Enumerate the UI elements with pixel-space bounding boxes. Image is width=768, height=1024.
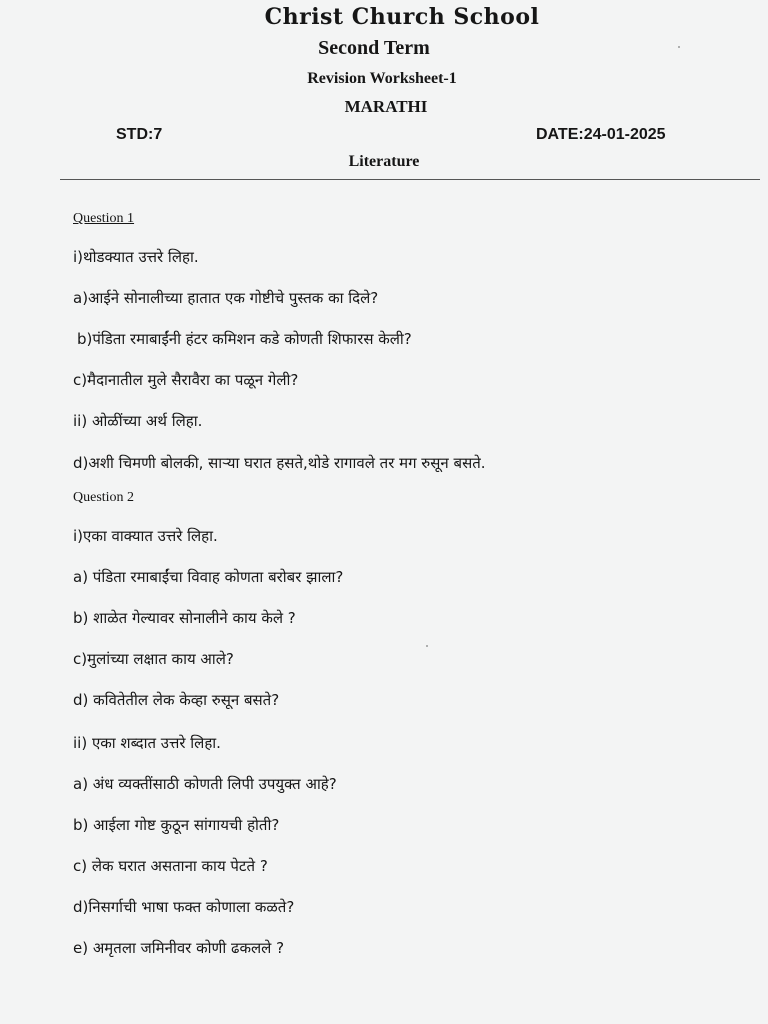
date-label: DATE:24-01-2025 — [536, 126, 666, 143]
standard-label: STD:7 — [116, 126, 163, 143]
question-1-heading: Question 1 — [73, 211, 135, 226]
header-divider — [60, 179, 760, 180]
question-2-line: i)एका वाक्यात उत्तरे लिहा. — [73, 527, 218, 545]
question-2-line: c) लेक घरात असताना काय पेटते ? — [73, 857, 268, 875]
term-title: Second Term — [318, 37, 430, 59]
question-1-line: i)थोडक्यात उत्तरे लिहा. — [73, 248, 199, 266]
subject-title: MARATHI — [344, 97, 428, 116]
question-2-line: e) अमृतला जमिनीवर कोणी ढकलले ? — [73, 939, 285, 957]
question-2-line: a) पंडिता रमाबाईंचा विवाह कोणता बरोबर झाला? — [73, 568, 344, 586]
question-1-line: a)आईने सोनालीच्या हातात एक गोष्टीचे पुस्तक का दिले? — [73, 289, 379, 307]
school-name: Christ Church School — [264, 4, 540, 30]
question-2-line: c)मुलांच्या लक्षात काय आले? — [73, 650, 234, 668]
scan-speck — [426, 645, 428, 647]
question-1-line: d)अशी चिमणी बोलकी, साऱ्या घरात हसते,थोडे रागावले तर मग रुसून बसते. — [73, 454, 486, 472]
section-title: Literature — [348, 153, 420, 170]
question-2-heading: Question 2 — [73, 490, 135, 505]
question-1-line: c)मैदानातील मुले सैरावैरा का पळून गेली? — [73, 371, 299, 389]
question-2-line: d) कवितेतील लेक केव्हा रुसून बसते? — [73, 691, 280, 709]
question-2-line: b) आईला गोष्ट कुठून सांगायची होती? — [73, 816, 280, 834]
question-2-line: b) शाळेत गेल्यावर सोनालीने काय केले ? — [73, 609, 296, 627]
worksheet-title: Revision Worksheet-1 — [307, 70, 457, 87]
scan-speck — [678, 46, 680, 48]
question-2-line: d)निसर्गाची भाषा फक्त कोणाला कळते? — [73, 898, 295, 916]
question-2-line: ii) एका शब्दात उत्तरे लिहा. — [73, 734, 221, 752]
question-1-line: ii) ओळींच्या अर्थ लिहा. — [73, 412, 203, 430]
question-1-line: b)पंडिता रमाबाईंनी हंटर कमिशन कडे कोणती शिफारस केली? — [77, 330, 412, 348]
question-2-line: a) अंध व्यक्तींसाठी कोणती लिपी उपयुक्त आहे? — [73, 775, 337, 793]
